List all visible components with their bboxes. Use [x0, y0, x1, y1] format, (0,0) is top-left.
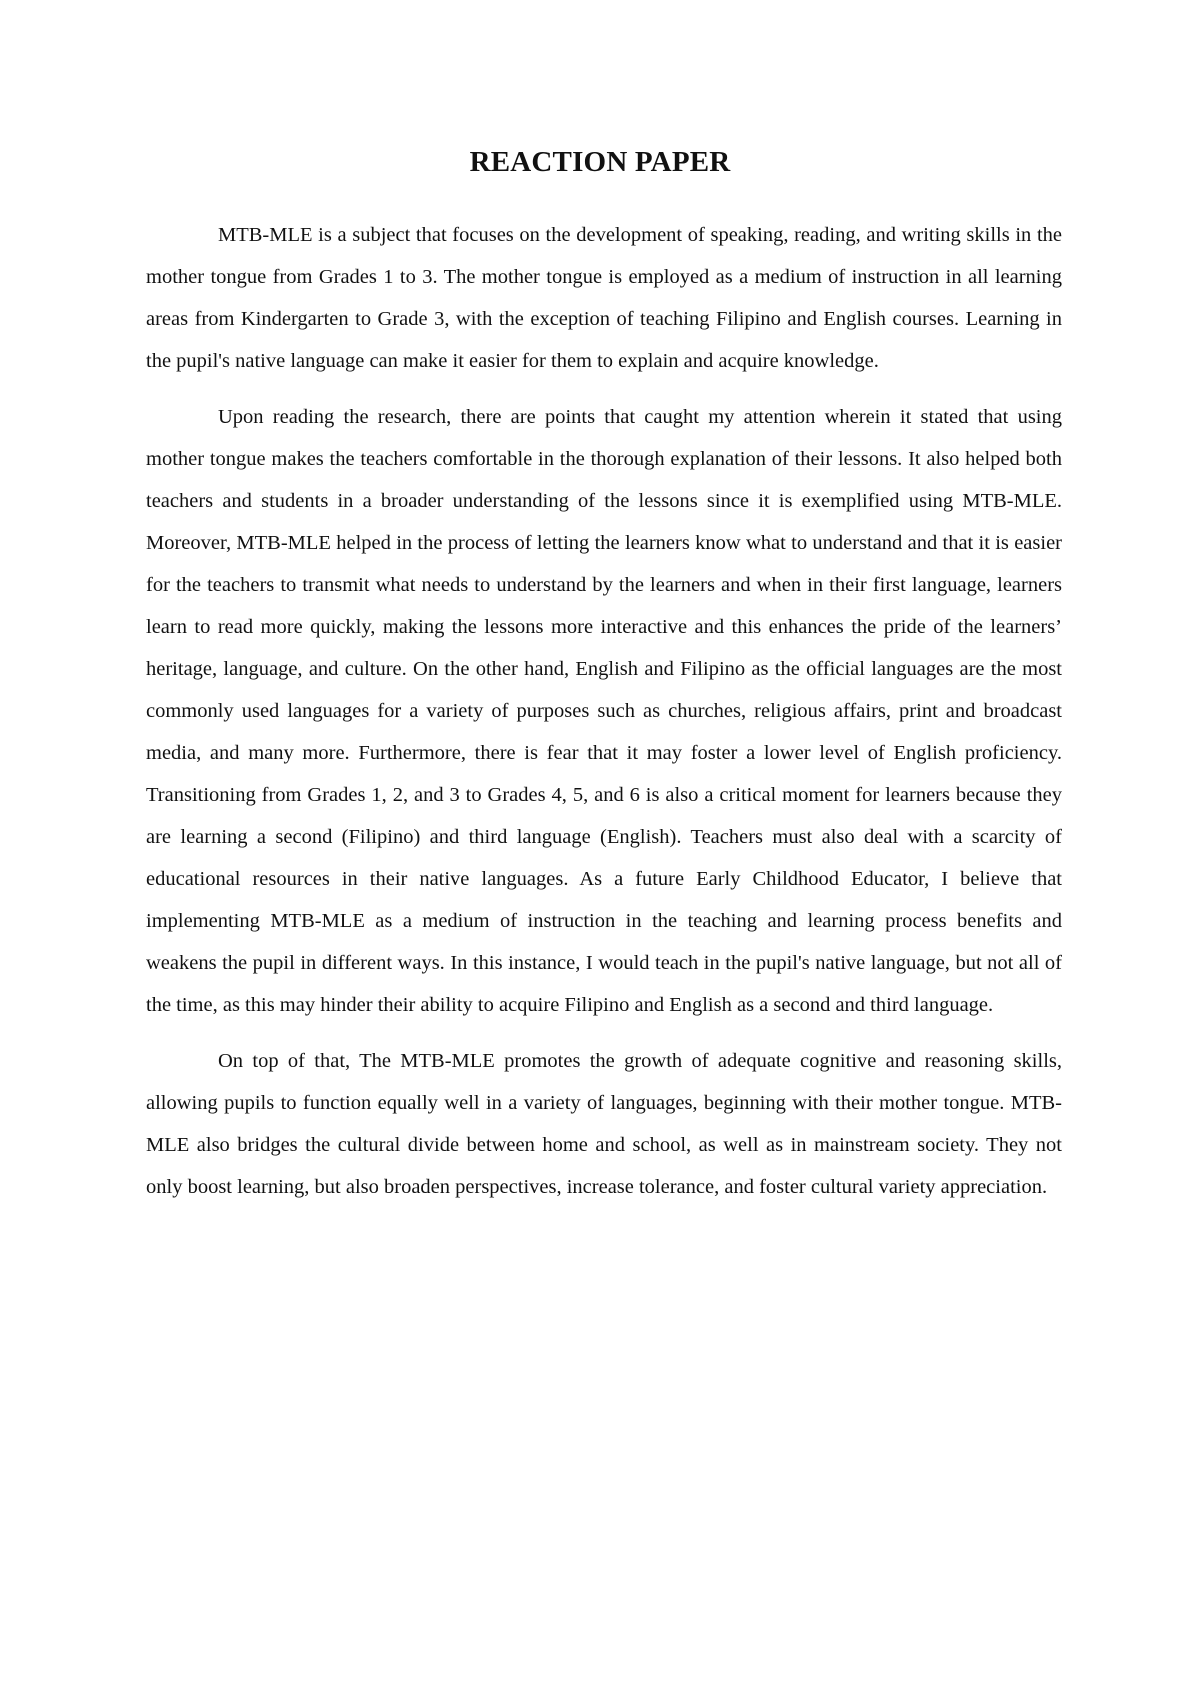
paragraph-1: MTB-MLE is a subject that focuses on the development of speaking, reading, and writing skills in the mother tongue from Grades 1 to 3. The mother tongue is employed as a medium of instruction in all learning areas from Kindergarten to Grade 3, with the exception of teaching Filipino and English courses. Learning in the pupil's native language can make it easier for them to explain and acquire knowledge. — [146, 224, 1062, 372]
document-title: REACTION PAPER — [469, 146, 731, 178]
paragraph-3: On top of that, The MTB-MLE promotes the growth of adequate cognitive and reasoning skills, allowing pupils to function equally well in a variety of languages, beginning with their mother tongue. MTB-MLE also bridges the cultural divide between home and school, as well as in mainstream society. They not only boost learning, but also broaden perspectives, increase tolerance, and foster cultural variety appreciation. — [146, 1050, 1062, 1198]
document-body — [146, 214, 1062, 1222]
paragraph-2: Upon reading the research, there are points that caught my attention wherein it stated that using mother tongue makes the teachers comfortable in the thorough explanation of their lessons. It also helped both teachers and students in a broader understanding of the lessons since it is exemplified using MTB-MLE. Moreover, MTB-MLE helped in the process of letting the learners know what to understand and that it is easier for the teachers to transmit what needs to understand by the learners and when in their first language, learners learn to read more quickly, making the lessons more interactive and this enhances the pride of the learners’ heritage, language, and culture. On the other hand, English and Filipino as the official languages are the most commonly used languages for a variety of purposes such as churches, religious affairs, print and broadcast media, and many more. Furthermore, there is fear that it may foster a lower level of English proficiency. Transitioning from Grades 1, 2, and 3 to Grades 4, 5, and 6 is also a critical moment for learners because they are learning a second (Filipino) and third language (English). Teachers must also deal with a scarcity of educational resources in their native languages. As a future Early Childhood Educator, I believe that implementing MTB-MLE as a medium of instruction in the teaching and learning process benefits and weakens the pupil in different ways. In this instance, I would teach in the pupil's native language, but not all of the time, as this may hinder their ability to acquire Filipino and English as a second and third language. — [146, 406, 1062, 1016]
